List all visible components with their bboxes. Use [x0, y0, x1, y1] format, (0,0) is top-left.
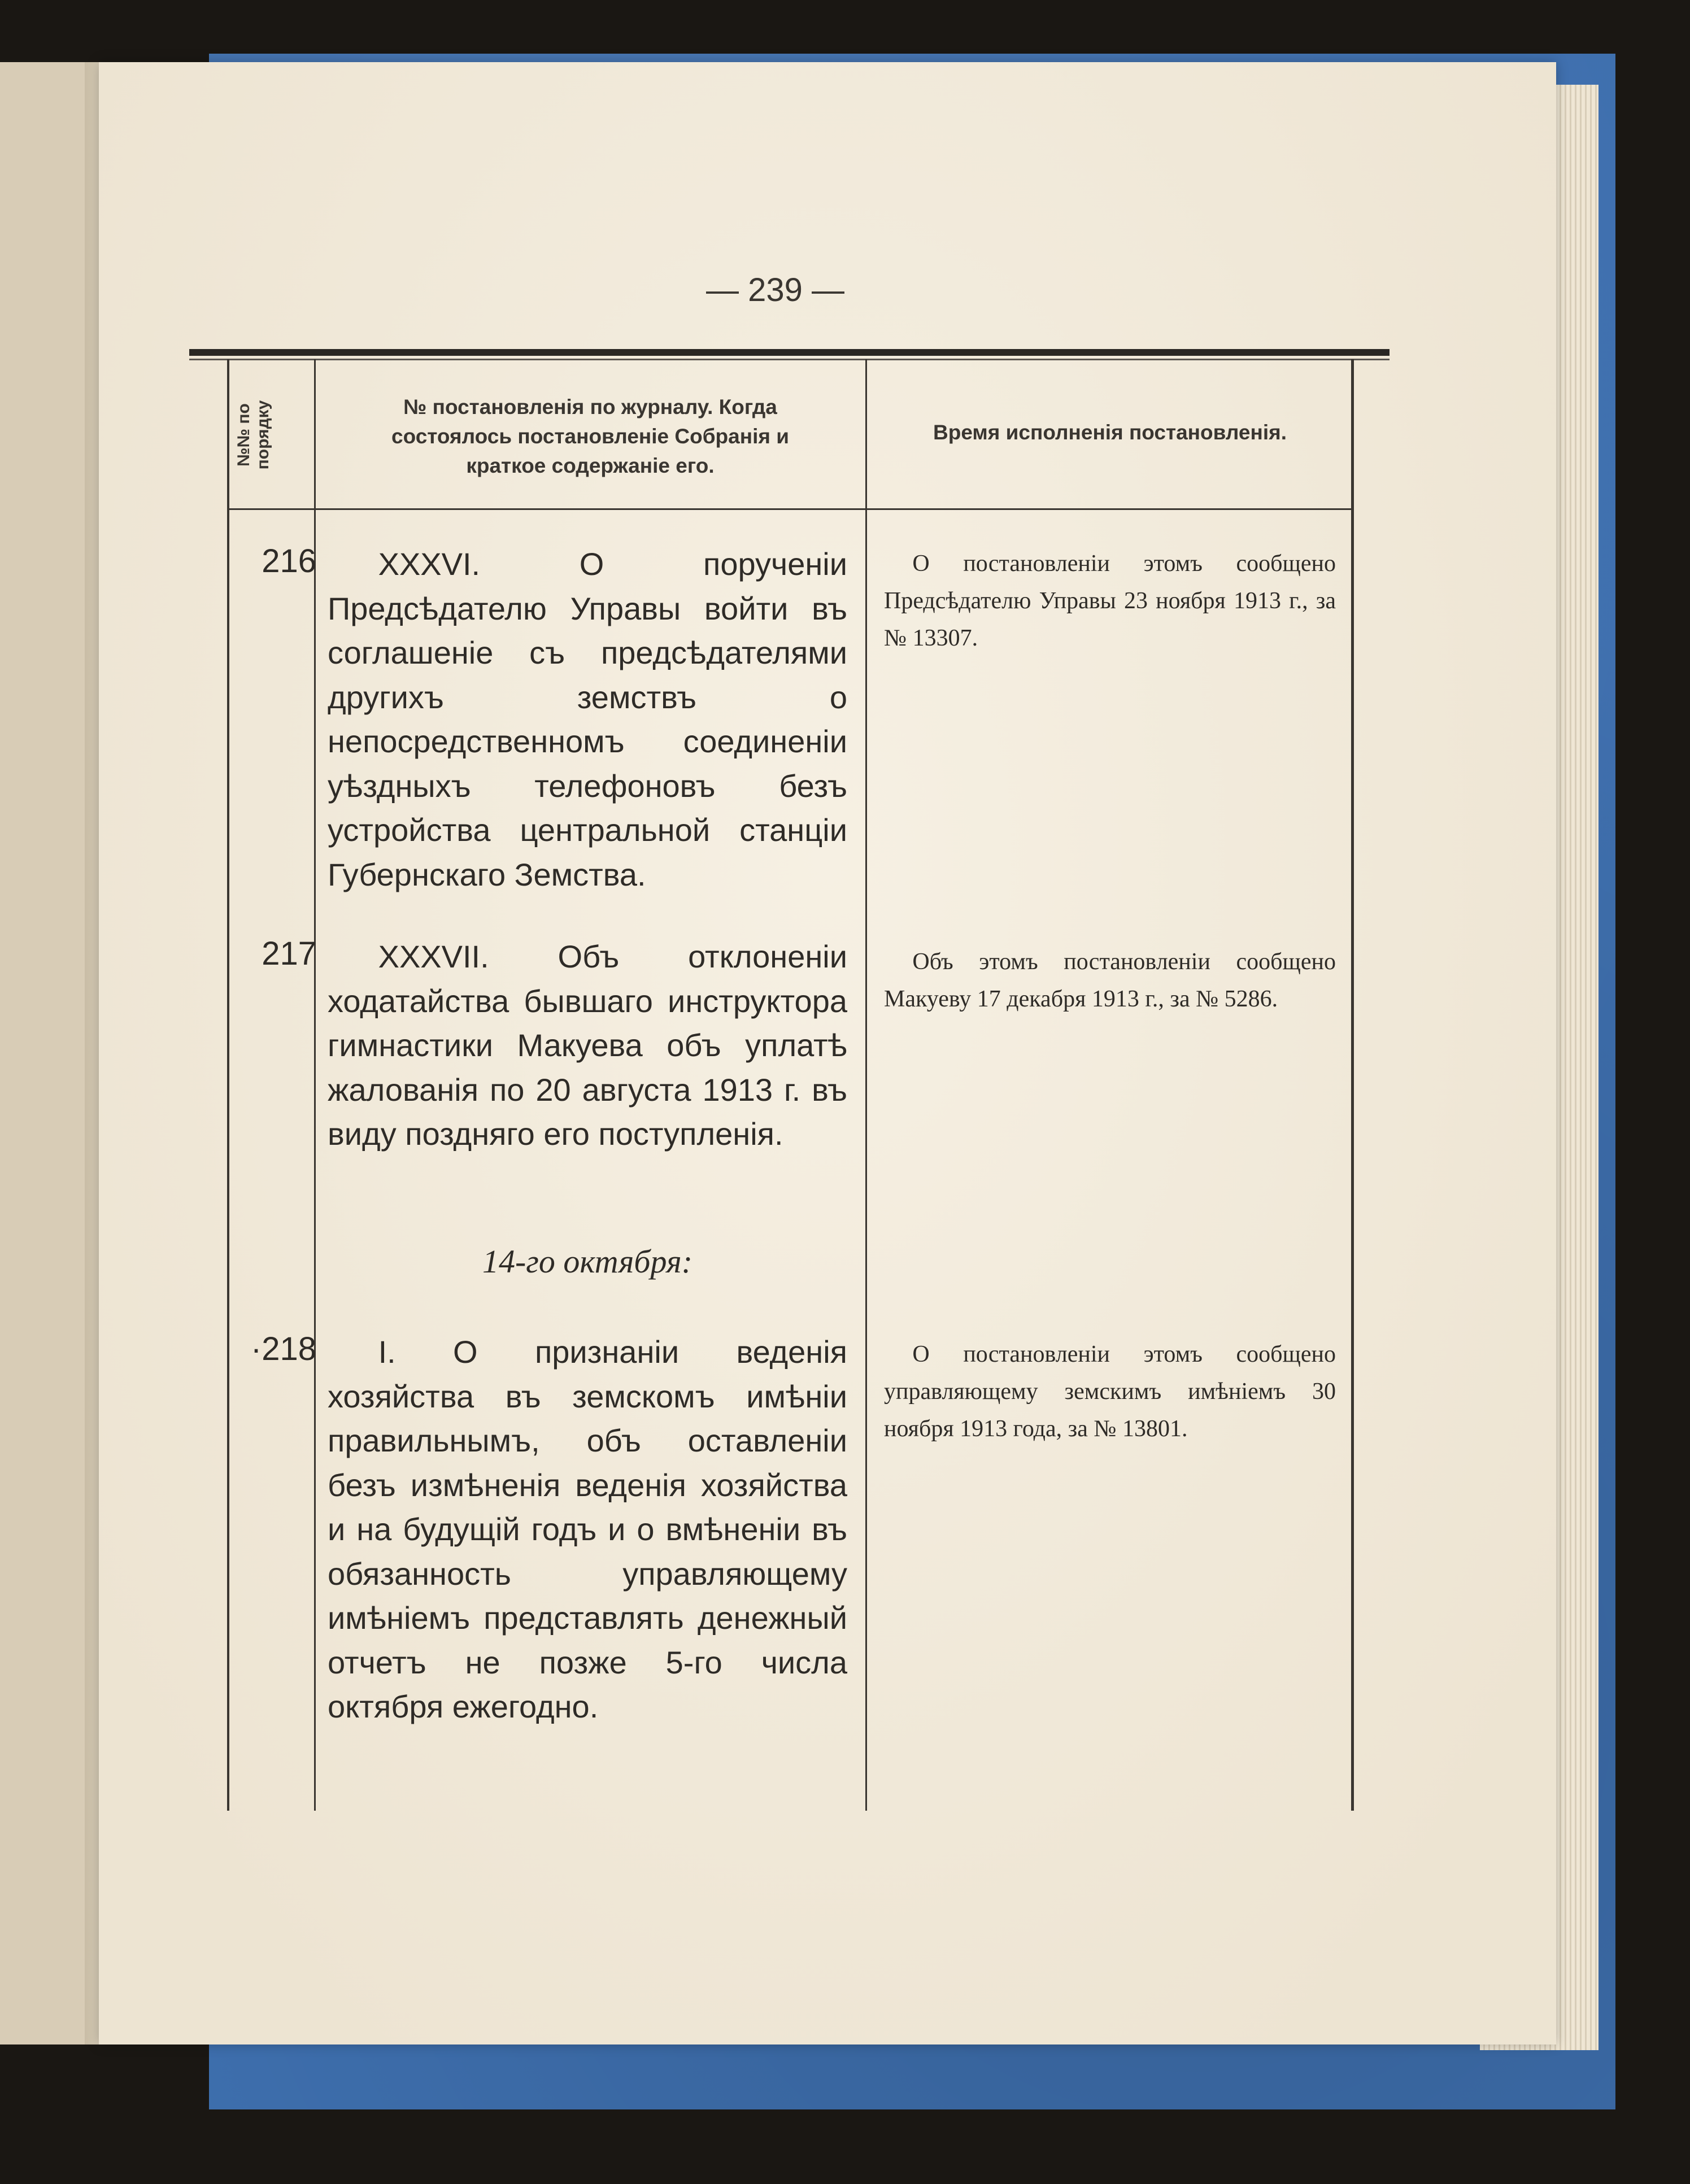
table-border-right: [1351, 359, 1354, 1811]
date-heading: 14-го октября:: [482, 1243, 693, 1280]
entry-result: Объ этомъ постановленіи сообщено Макуеву 17 декабря 1913 г., за № 5286.: [884, 949, 1336, 1012]
header-rule: [189, 349, 1390, 356]
column-header-execution: [873, 418, 1347, 447]
header-divider: [227, 508, 1354, 510]
table-border-left: [227, 359, 229, 1811]
column-header-resolution-text: № постановленія по журналу. Когда состоялось постановленіе Собранія и краткое содержаніе его.: [391, 395, 789, 477]
entry-text: XXXVI. О порученіи Предсѣдателю Управы войти въ соглашеніе съ предсѣдателями другихъ земствъ о непосредственномъ соединеніи уѣздныхъ телефоновъ безъ устройства центральной станціи Губернскаго Земства.: [328, 546, 847, 892]
entry-result: О постановленіи этомъ сообщено управляющему земскимъ имѣніемъ 30 ноября 1913 года, за № 13801.: [884, 1341, 1336, 1442]
header-rule-thin: [189, 359, 1390, 360]
entry-text: XXXVII. Объ отклоненіи ходатайства бывшаго инструктора гимнастики Макуева объ уплатѣ жалованія по 20 августа 1913 г. въ виду поздняго его поступленія.: [328, 939, 847, 1152]
entry-text: I. О признаніи веденія хозяйства въ земскомъ имѣніи правильнымъ, объ оставленіи безъ измѣненія веденія хозяйства и на будущій годъ и о вмѣненіи въ обязанность управляющему имѣніемъ представлять денежный отчетъ не позже 5-го числа октября ежегодно.: [328, 1334, 847, 1724]
entry-number: 217: [262, 935, 316, 972]
column-header-execution-text: Время исполненія постановленія.: [933, 421, 1287, 444]
column-header-number: №№ по порядку: [234, 400, 272, 470]
page-number: — 239 —: [706, 272, 844, 308]
entry-number: ·218: [250, 1331, 316, 1367]
entry-number: 216: [262, 543, 316, 579]
column-divider-2: [865, 359, 867, 1811]
entry-result: О постановленіи этомъ сообщено Предсѣдателю Управы 23 ноября 1913 г., за № 13307.: [884, 551, 1336, 651]
column-header-resolution: [319, 393, 861, 481]
